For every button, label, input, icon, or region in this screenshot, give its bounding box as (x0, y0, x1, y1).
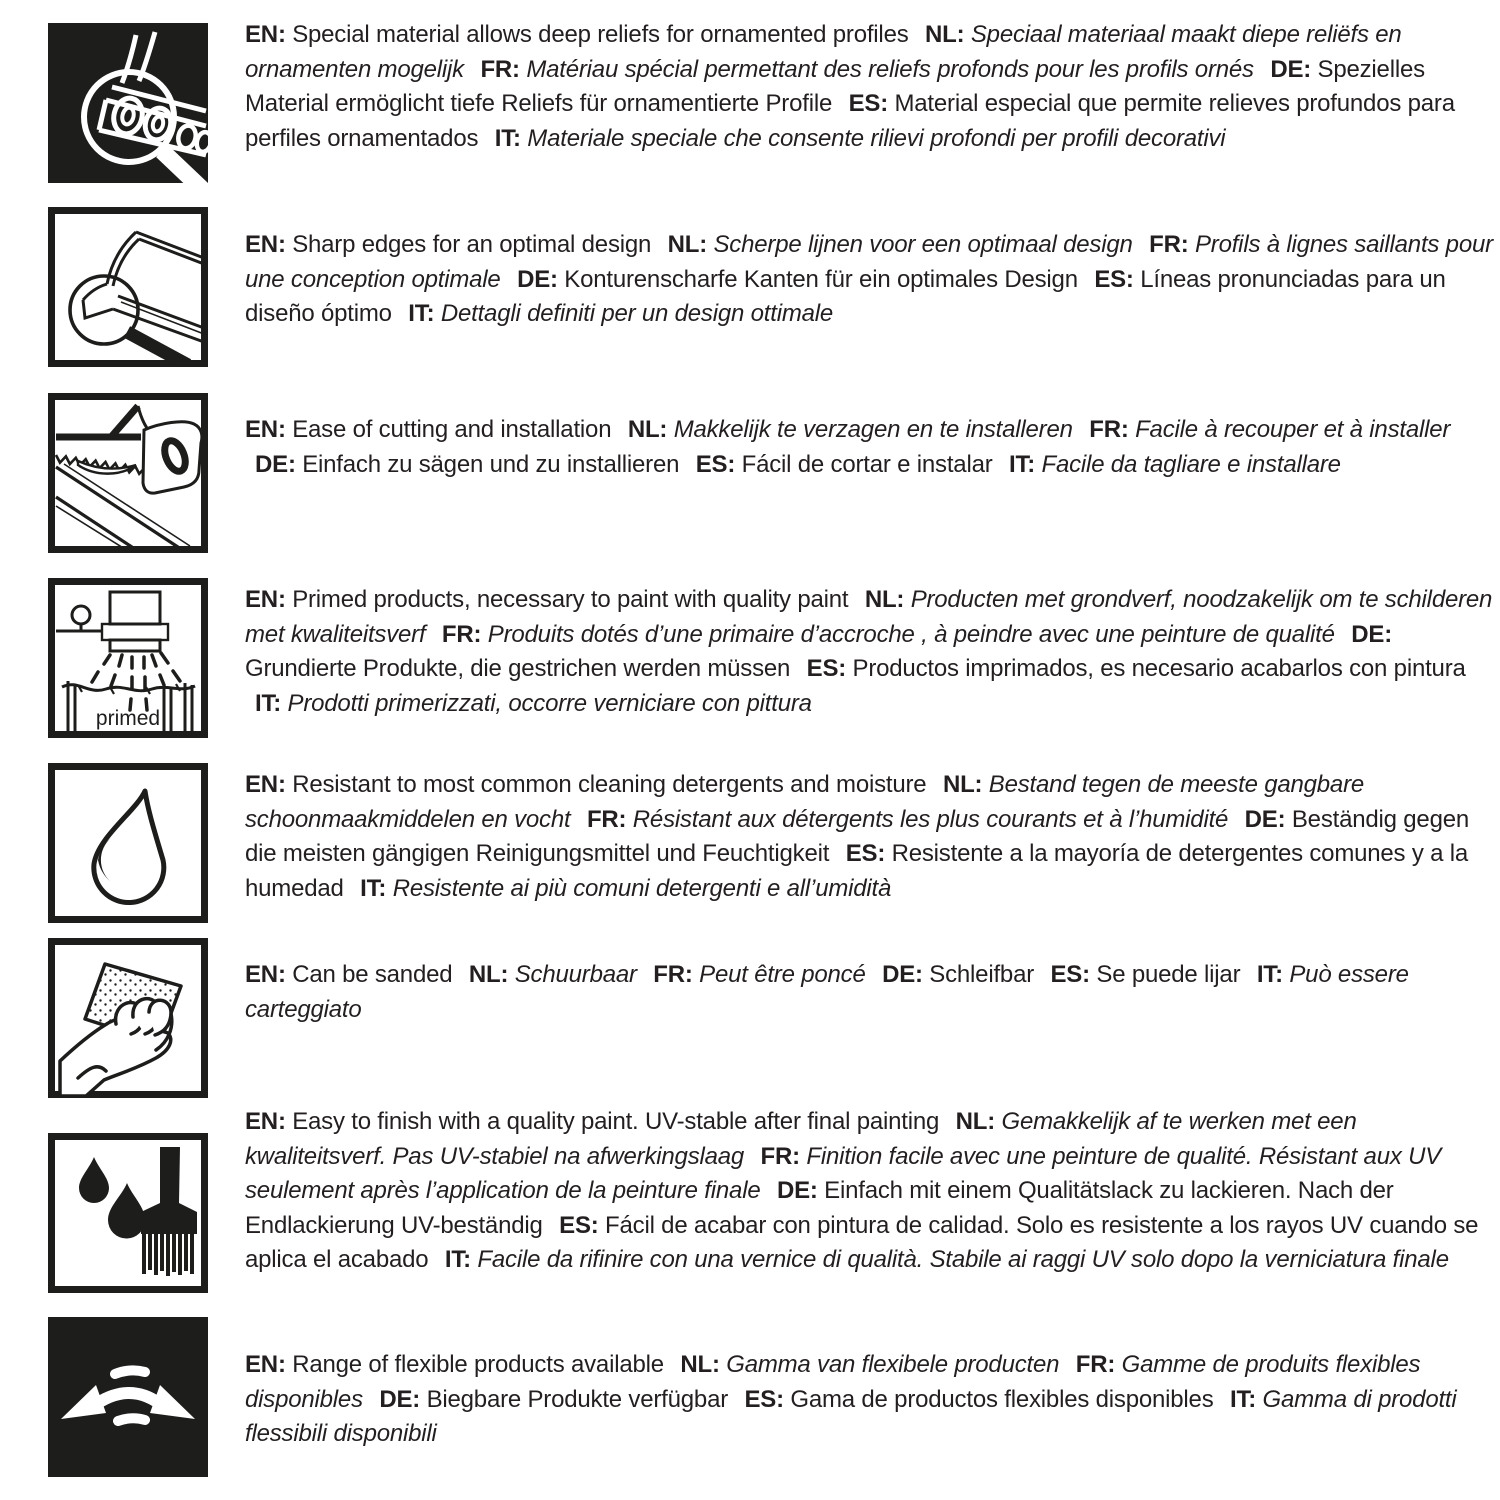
paint-drops-brush-icon (48, 1133, 208, 1293)
lang-text: Gamma di prodotti flessibili disponibili (245, 1385, 1457, 1448)
lang-label: FR: (441, 620, 482, 648)
lang-label: IT: (408, 300, 435, 328)
lang-text: Easy to finish with a quality paint. UV-stable after final painting (292, 1108, 940, 1135)
lang-label: EN: (245, 21, 286, 48)
lang-text: Facile da tagliare e installare (1041, 450, 1341, 478)
lang-label: ES: (1094, 265, 1134, 293)
flex-arrows-icon (48, 1317, 208, 1477)
ornamented-profile-magnifier-icon (48, 23, 208, 183)
lang-label: FR: (1089, 416, 1129, 443)
lang-text: Gemakkelijk af te werken met een kwaliteitsverf. Pas UV-stabiel na afwerkingslaag (245, 1108, 1357, 1170)
lang-label: DE: (517, 265, 558, 293)
lang-label: FR: (1075, 1351, 1116, 1378)
lang-text: Resistente ai più comuni detergenti e all’umidità (392, 874, 892, 902)
lang-label: EN: (245, 1351, 286, 1378)
feature-text (245, 1348, 1493, 1452)
lang-label: FR: (760, 1142, 800, 1170)
primer-spray-icon (48, 578, 208, 738)
lang-label: IT: (1229, 1385, 1257, 1413)
lang-text: Speciaal materiaal maakt diepe reliëfs en ornamenten mogelijk (245, 21, 1402, 83)
lang-label: ES: (559, 1211, 599, 1239)
lang-text: Profils à lignes saillants pour une conception optimale (245, 231, 1493, 293)
lang-text: Primed products, necessary to paint with quality paint (292, 586, 849, 613)
lang-text: Grundierte Produkte, die gestrichen werden müssen (245, 655, 791, 683)
lang-label: EN: (245, 1108, 286, 1135)
lang-text: Konturenscharfe Kanten für ein optimales Design (564, 265, 1078, 293)
lang-label: NL: (942, 771, 983, 798)
lang-label: EN: (245, 231, 286, 258)
feature-text (245, 18, 1493, 156)
lang-text: Bestand tegen de meeste gangbare schoonmaakmiddelen en vocht (245, 771, 1365, 833)
lang-label: NL: (627, 416, 668, 443)
lang-text: Biegbare Produkte verfügbar (426, 1385, 729, 1413)
lang-label: NL: (925, 21, 965, 48)
lang-text: Beständig gegen die meisten gängigen Reinigungsmittel und Feuchtigkeit (245, 805, 1470, 868)
lang-text: Finition facile avec une peinture de qualité. Résistant aux UV seulement après l’application de la peinture finale (245, 1142, 1442, 1205)
lang-label: EN: (245, 416, 286, 443)
lang-label: IT: (255, 689, 282, 717)
lang-label: DE: (1244, 805, 1286, 833)
feature-text (245, 583, 1493, 721)
lang-text: Makkelijk te verzagen en te installeren (673, 416, 1073, 443)
lang-text: Spezielles Material ermöglicht tiefe Reliefs für ornamentierte Profile (245, 55, 1425, 118)
feature-text (245, 768, 1493, 906)
lang-label: DE: (882, 961, 923, 988)
lang-text: Resistant to most common cleaning detergents and moisture (292, 771, 927, 798)
lang-label: DE: (379, 1385, 421, 1413)
lang-label: NL: (864, 586, 905, 613)
feature-text (245, 228, 1493, 332)
lang-text: Gama de productos flexibles disponibles (790, 1385, 1214, 1413)
lang-text: Einfach mit einem Qualitätslack zu lackieren. Nach der Endlackierung UV-beständig (245, 1177, 1394, 1239)
lang-label: ES: (806, 655, 847, 683)
lang-label: ES: (848, 90, 889, 118)
lang-label: FR: (480, 55, 520, 83)
lang-label: ES: (1050, 961, 1090, 988)
lang-label: IT: (1008, 450, 1036, 478)
lang-label: FR: (653, 961, 693, 988)
sharp-edge-magnifier-icon (48, 207, 208, 367)
lang-text: Material especial que permite relieves profundos para perfiles ornamentados (245, 90, 1455, 152)
feature-text (245, 1105, 1493, 1278)
lang-label: DE: (776, 1177, 818, 1205)
primed-caption: primed (95, 707, 161, 730)
lang-label: EN: (245, 586, 286, 613)
lang-text: Gamma van flexibele producten (726, 1351, 1060, 1378)
lang-text: Materiale speciale che consente rilievi profondi per profili decorativi (527, 124, 1226, 152)
lang-label: NL: (667, 231, 708, 258)
lang-label: DE: (255, 450, 296, 478)
lang-text: Può essere carteggiato (245, 961, 1409, 1023)
lang-label: ES: (695, 450, 736, 478)
lang-text: Ease of cutting and installation (292, 416, 612, 443)
lang-text: Facile à recouper et à installer (1135, 416, 1451, 443)
sanding-hand-icon (48, 938, 208, 1098)
lang-text: Se puede lijar (1096, 961, 1241, 988)
feature-text (245, 958, 1493, 1027)
lang-text: Facile da rifinire con una vernice di qualità. Stabile ai raggi UV solo dopo la verniciatura finale (477, 1246, 1449, 1274)
lang-label: IT: (444, 1246, 471, 1274)
lang-text: Produits dotés d’une primaire d’accroche , à peindre avec une peinture de qualité (487, 620, 1335, 648)
lang-text: Matériau spécial permettant des reliefs profonds pour les profils ornés (526, 55, 1254, 83)
feature-text (245, 413, 1493, 482)
lang-text: Résistant aux détergents les plus courants et à l’humidité (632, 805, 1229, 833)
lang-text: Gamme de produits flexibles disponibles (245, 1351, 1421, 1413)
lang-text: Special material allows deep reliefs for ornamented profiles (292, 21, 909, 48)
lang-label: NL: (468, 961, 509, 988)
lang-text: Einfach zu sägen und zu installieren (302, 450, 680, 478)
lang-label: EN: (245, 771, 286, 798)
lang-label: IT: (1256, 961, 1283, 988)
lang-text: Can be sanded (292, 961, 453, 988)
lang-text: Fácil de cortar e instalar (741, 450, 993, 478)
lang-text: Líneas pronunciadas para un diseño óptimo (245, 265, 1446, 328)
lang-text: Schuurbaar (514, 961, 637, 988)
lang-text: Productos imprimados, es necesario acabarlos con pintura (852, 655, 1466, 683)
handsaw-cutting-icon (48, 393, 208, 553)
lang-label: FR: (1149, 231, 1189, 258)
lang-label: ES: (845, 840, 886, 868)
lang-label: IT: (360, 874, 387, 902)
lang-label: NL: (955, 1108, 996, 1135)
lang-label: FR: (586, 805, 627, 833)
lang-label: ES: (744, 1385, 784, 1413)
lang-label: EN: (245, 961, 286, 988)
lang-text: Scherpe lijnen voor een optimaal design (713, 231, 1133, 258)
lang-text: Fácil de acabar con pintura de calidad. Solo es resistente a los rayos UV cuando se aplica el acabado (245, 1211, 1479, 1274)
lang-label: DE: (1351, 620, 1392, 648)
lang-text: Range of flexible products available (292, 1351, 664, 1378)
water-droplet-icon (48, 763, 208, 923)
lang-text: Schleifbar (929, 961, 1035, 988)
lang-text: Peut être poncé (699, 961, 866, 988)
lang-label: NL: (680, 1351, 720, 1378)
lang-text: Prodotti primerizzati, occorre verniciare con pittura (287, 689, 812, 717)
lang-text: Dettagli definiti per un design ottimale (440, 300, 834, 328)
lang-label: DE: (1270, 55, 1312, 83)
lang-text: Sharp edges for an optimal design (292, 231, 652, 258)
lang-label: IT: (494, 124, 521, 152)
lang-text: Resistente a la mayoría de detergentes comunes y a la humedad (245, 840, 1468, 902)
lang-text: Producten met grondverf, noodzakelijk om te schilderen met kwaliteitsverf (245, 586, 1493, 648)
